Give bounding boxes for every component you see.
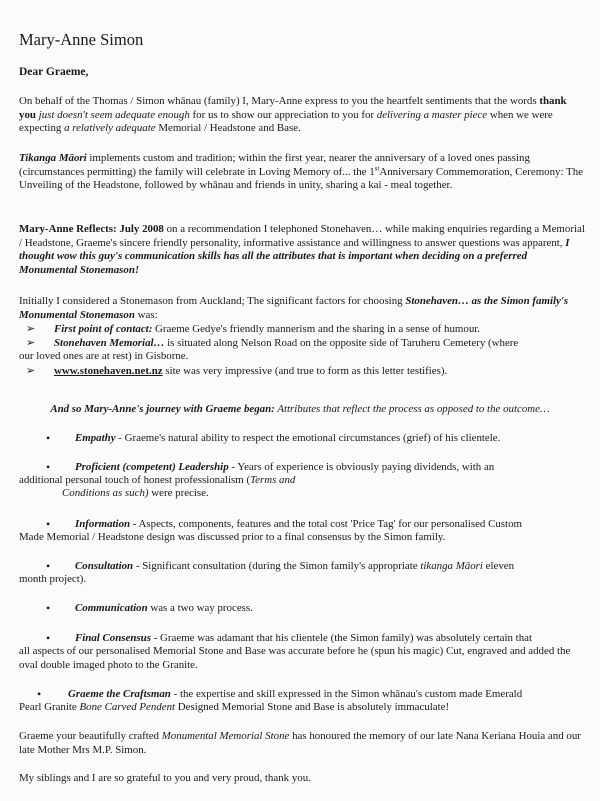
bullet-communication: Communication was a two way process. <box>75 602 253 614</box>
bullet-information: Information - Aspects, components, features and the total cost 'Price Tag' for our personalised Custom <box>75 518 522 530</box>
bullet-icon: • <box>37 687 42 701</box>
paragraph-initially: Initially I considered a Stonemason from Auckland; The significant factors for choosing Stonehaven… as the Simon family's Monumental Stonemason was: <box>19 295 569 321</box>
bullet-consultation: Consultation - Significant consultation (during the Simon family's appropriate tikanga Māori eleven <box>75 560 515 572</box>
bullet-final-consensus: Final Consensus - Graeme was adamant that his clientele (the Simon family) was absolutely certain that <box>75 632 533 644</box>
journey-line: And so Mary-Anne's journey with Graeme began: Attributes that reflect the process as opposed to the outcome… <box>50 403 550 415</box>
greeting: Dear Graeme, <box>19 66 89 78</box>
bullet-icon: • <box>46 517 51 531</box>
paragraph-tikanga: Tikanga Māori implements custom and tradition; within the first year, nearer the anniversary of a loved ones passing (circumstances permitting) the family will celebrate in Loving Memory of... the 1stAnniversary Commemoration, Ceremony: The Unveiling of the Headstone, followed by whānau and friends in unity, sharing a kai - meal together. <box>19 152 583 192</box>
arrow-bullet-icon: ➢ <box>26 323 36 335</box>
bullet-icon: • <box>46 431 51 445</box>
list-item-website: www.stonehaven.net.nz site was very impressive (and true to form as this letter testifies). <box>54 365 448 377</box>
bullet-final-consensus-cont: all aspects of our personalised Memorial Stone and Base was accurate before he (spun his magic) Cut, engraved and added the oval double imaged photo to the Granite. <box>19 645 571 671</box>
bullet-icon: • <box>46 460 51 474</box>
paragraph-thanks: On behalf of the Thomas / Simon whānau (family) I, Mary-Anne express to you the heartfelt sentiments that the words thank you just doesn't seem adequate enough for us to show our appreciation to you for delivering a master piece when we were expecting a relatively adequate Memorial / Headstone and Base. <box>19 95 567 135</box>
bullet-leadership-cont2: Conditions as such) were precise. <box>62 487 209 499</box>
list-item-stonehaven-memorial-cont: our loved ones are at rest) in Gisborne. <box>19 350 189 362</box>
arrow-bullet-icon: ➢ <box>26 365 36 377</box>
bullet-leadership-cont: additional personal touch of honest professionalism (Terms and <box>19 474 296 486</box>
bullet-consultation-cont: month project). <box>19 573 87 585</box>
paragraph-honoured: Graeme your beautifully crafted Monumental Memorial Stone has honoured the memory of our late Nana Keriana Houia and our late Mother Mrs M.P. Simon. <box>19 730 581 756</box>
bullet-empathy: Empathy - Graeme's natural ability to respect the emotional circumstances (grief) of his clientele. <box>75 432 501 444</box>
bullet-craftsman-cont: Pearl Granite Bone Carved Pendent Designed Memorial Stone and Base is absolutely immaculate! <box>19 701 450 713</box>
website-link[interactable]: www.stonehaven.net.nz <box>54 365 163 377</box>
list-item-stonehaven-memorial: Stonehaven Memorial… is situated along Nelson Road on the opposite side of Taruheru Cemetery (where <box>54 337 519 349</box>
bullet-information-cont: Made Memorial / Headstone design was discussed prior to a final consensus by the Simon family. <box>19 531 446 543</box>
paragraph-closing: My siblings and I are so grateful to you and very proud, thank you. <box>19 772 311 784</box>
bullet-icon: • <box>46 559 51 573</box>
paragraph-reflects: Mary-Anne Reflects: July 2008 on a recommendation I telephoned Stonehaven… while making enquiries regarding a Memorial / Headstone, Graeme's sincere friendly personality, informative assistance and willingness to answer questions was apparent, I thought wow this guy's communication skills has all the attributes that is important when deciding on a preferred Monumental Stonemason! <box>19 223 585 276</box>
arrow-bullet-icon: ➢ <box>26 337 36 349</box>
bullet-leadership: Proficient (competent) Leadership - Years of experience is obviously paying dividends, with an <box>75 461 495 473</box>
sender-name: Mary-Anne Simon <box>19 30 144 49</box>
bullet-icon: • <box>46 601 51 615</box>
list-item-first-contact: First point of contact: Graeme Gedye's friendly mannerism and the sharing in a sense of humour. <box>54 323 481 335</box>
bullet-icon: • <box>46 631 51 645</box>
bullet-craftsman: Graeme the Craftsman - the expertise and skill expressed in the Simon whānau's custom made Emerald <box>68 688 523 700</box>
